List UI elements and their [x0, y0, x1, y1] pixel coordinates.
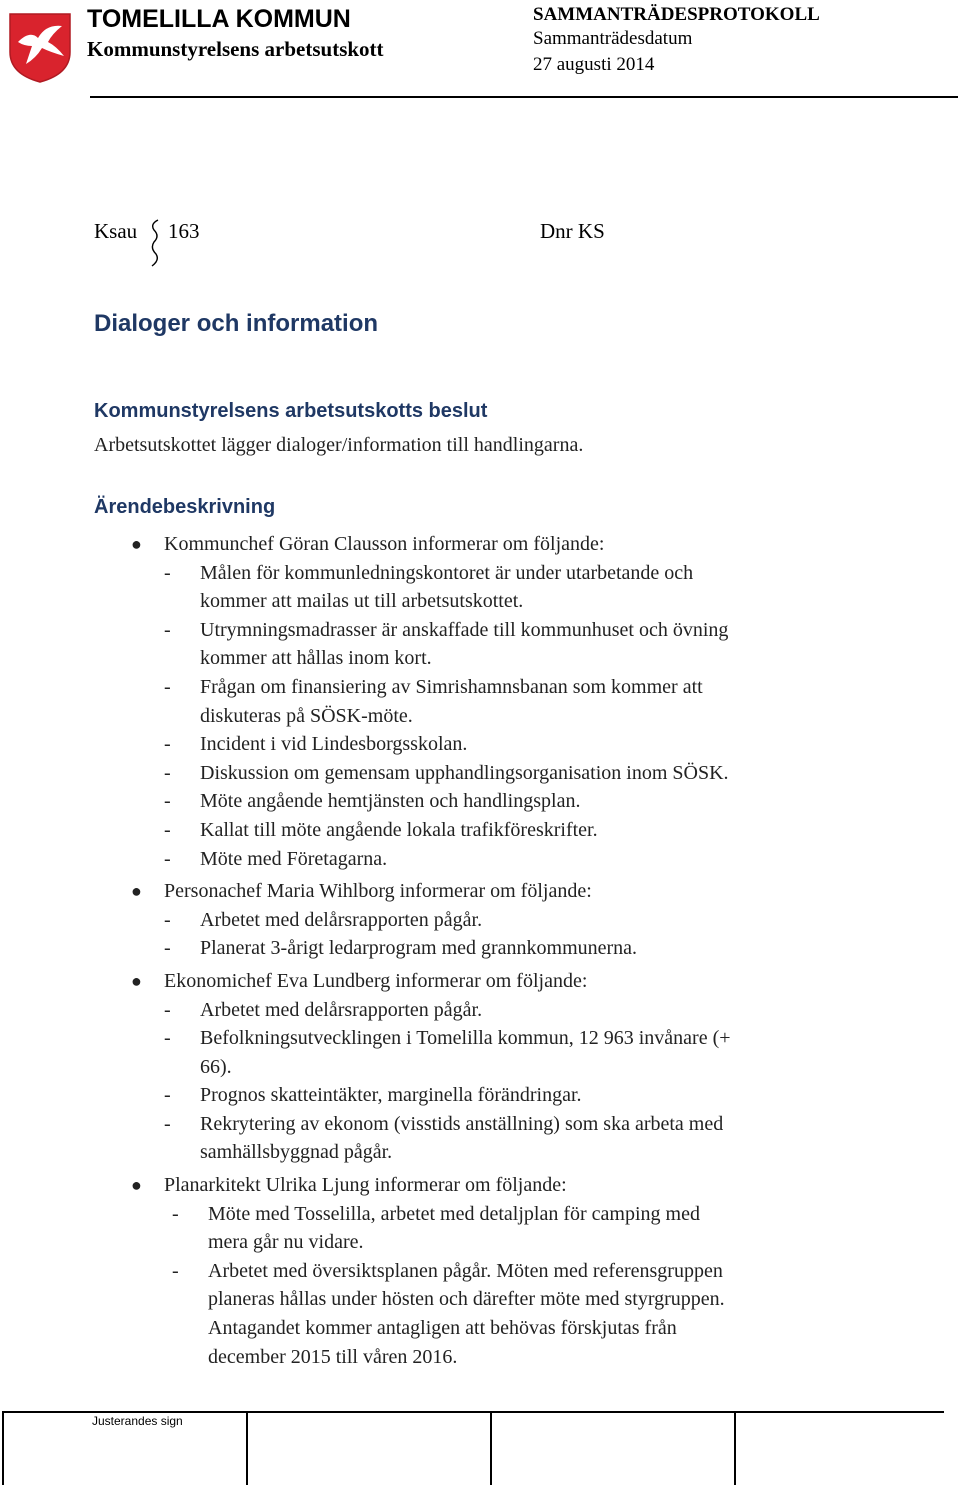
bullet-icon: ● — [131, 534, 142, 554]
ksau-label: Ksau — [94, 219, 138, 243]
list-item: - Arbetet med översiktsplanen pågår. Möten med referensgruppen planeras hållas under hösten och därefter möte med styrgruppen. Antagandet kommer antagligen att behövas förskjutas från december 2015 till våren 2016. — [94, 1257, 894, 1371]
description-body — [94, 530, 894, 1371]
page-title: Dialoger och information — [94, 310, 379, 337]
list-item: - Arbetet med delårsrapporten pågår. — [94, 906, 894, 935]
list-item: - Incident i vid Lindesborgsskolan. — [94, 730, 894, 759]
dash-icon: - — [164, 675, 171, 698]
dash-icon: - — [164, 847, 171, 870]
list-item: - Frågan om finansiering av Simrishamnsbanan som kommer att diskuteras på SÖSK-möte. — [94, 673, 894, 730]
date-label: Sammanträdesdatum — [533, 28, 693, 49]
list-item: - Målen för kommunledningskontoret är under utarbetande och kommer att mailas ut till arbetsutskottet. — [94, 559, 894, 616]
bullet-icon: ● — [131, 1175, 142, 1196]
header-divider — [90, 96, 958, 98]
list-item: - Möte med Tosselilla, arbetet med detaljplan för camping med mera går nu vidare. — [94, 1200, 894, 1257]
footer-cell — [2, 1412, 4, 1485]
dash-icon: - — [164, 1112, 171, 1135]
list-item: - Planerat 3-årigt ledarprogram med grannkommunerna. — [94, 934, 894, 963]
coat-of-arms-logo — [8, 12, 72, 84]
decision-text: Arbetsutskottet lägger dialoger/information till handlingarna. — [94, 434, 584, 456]
footer-divider — [2, 1411, 944, 1413]
list-item: ● Personachef Maria Wihlborg informerar om följande: — [94, 877, 894, 906]
list-item: ● Kommunchef Göran Clausson informerar om följande: — [94, 530, 894, 559]
org-name: TOMELILLA KOMMUN — [87, 5, 351, 33]
dash-icon: - — [164, 937, 171, 960]
paragraph-number: 163 — [168, 219, 200, 243]
list-item: - Utrymningsmadrasser är anskaffade till kommunhuset och övning kommer att hållas inom kort. — [94, 616, 894, 673]
list-item: - Befolkningsutvecklingen i Tomelilla kommun, 12 963 invånare (+ 66). — [94, 1024, 894, 1081]
bullet-icon: ● — [131, 881, 142, 902]
signature-label: Justerandes sign — [92, 1414, 183, 1428]
list-item: - Diskussion om gemensam upphandlingsorganisation inom SÖSK. — [94, 759, 894, 788]
info-group — [94, 530, 894, 873]
list-item: - Möte angående hemtjänsten och handlingsplan. — [94, 787, 894, 816]
description-heading: Ärendebeskrivning — [94, 496, 276, 518]
list-item: - Arbetet med delårsrapporten pågår. — [94, 996, 894, 1025]
committee-name: Kommunstyrelsens arbetsutskott — [87, 37, 384, 61]
dash-icon: - — [164, 733, 171, 756]
list-item: - Rekrytering av ekonom (visstids anställning) som ska arbeta med samhällsbyggnad pågår. — [94, 1110, 894, 1167]
dnr-label: Dnr KS — [540, 219, 605, 243]
list-item: - Prognos skatteintäkter, marginella förändringar. — [94, 1081, 894, 1110]
dash-icon: - — [164, 790, 171, 813]
meeting-date: 27 augusti 2014 — [533, 54, 655, 75]
dash-icon: - — [164, 761, 171, 784]
footer-cell — [490, 1412, 492, 1485]
dash-icon: - — [164, 1027, 171, 1050]
dash-icon: - — [172, 1202, 179, 1225]
info-group — [94, 967, 894, 1167]
footer-cell — [734, 1412, 736, 1485]
list-item: ● Ekonomichef Eva Lundberg informerar om följande: — [94, 967, 894, 996]
dash-icon: - — [164, 998, 171, 1021]
bullet-icon: ● — [131, 970, 142, 991]
list-item: - Kallat till möte angående lokala trafikföreskrifter. — [94, 816, 894, 845]
dash-icon: - — [164, 818, 171, 841]
doc-type: SAMMANTRÄDESPROTOKOLL — [533, 4, 820, 25]
dash-icon: - — [172, 1259, 179, 1282]
list-item: - Möte med Företagarna. — [94, 845, 894, 874]
list-item: ● Planarkitekt Ulrika Ljung informerar om följande: — [94, 1171, 894, 1200]
info-group — [94, 877, 894, 963]
footer-cell — [246, 1412, 248, 1485]
dash-icon: - — [164, 1084, 171, 1107]
section-sign-icon — [148, 218, 162, 268]
dash-icon: - — [164, 908, 171, 931]
dash-icon: - — [164, 618, 171, 641]
dash-icon: - — [164, 561, 171, 584]
info-group — [94, 1171, 894, 1371]
decision-heading: Kommunstyrelsens arbetsutskotts beslut — [94, 400, 488, 422]
